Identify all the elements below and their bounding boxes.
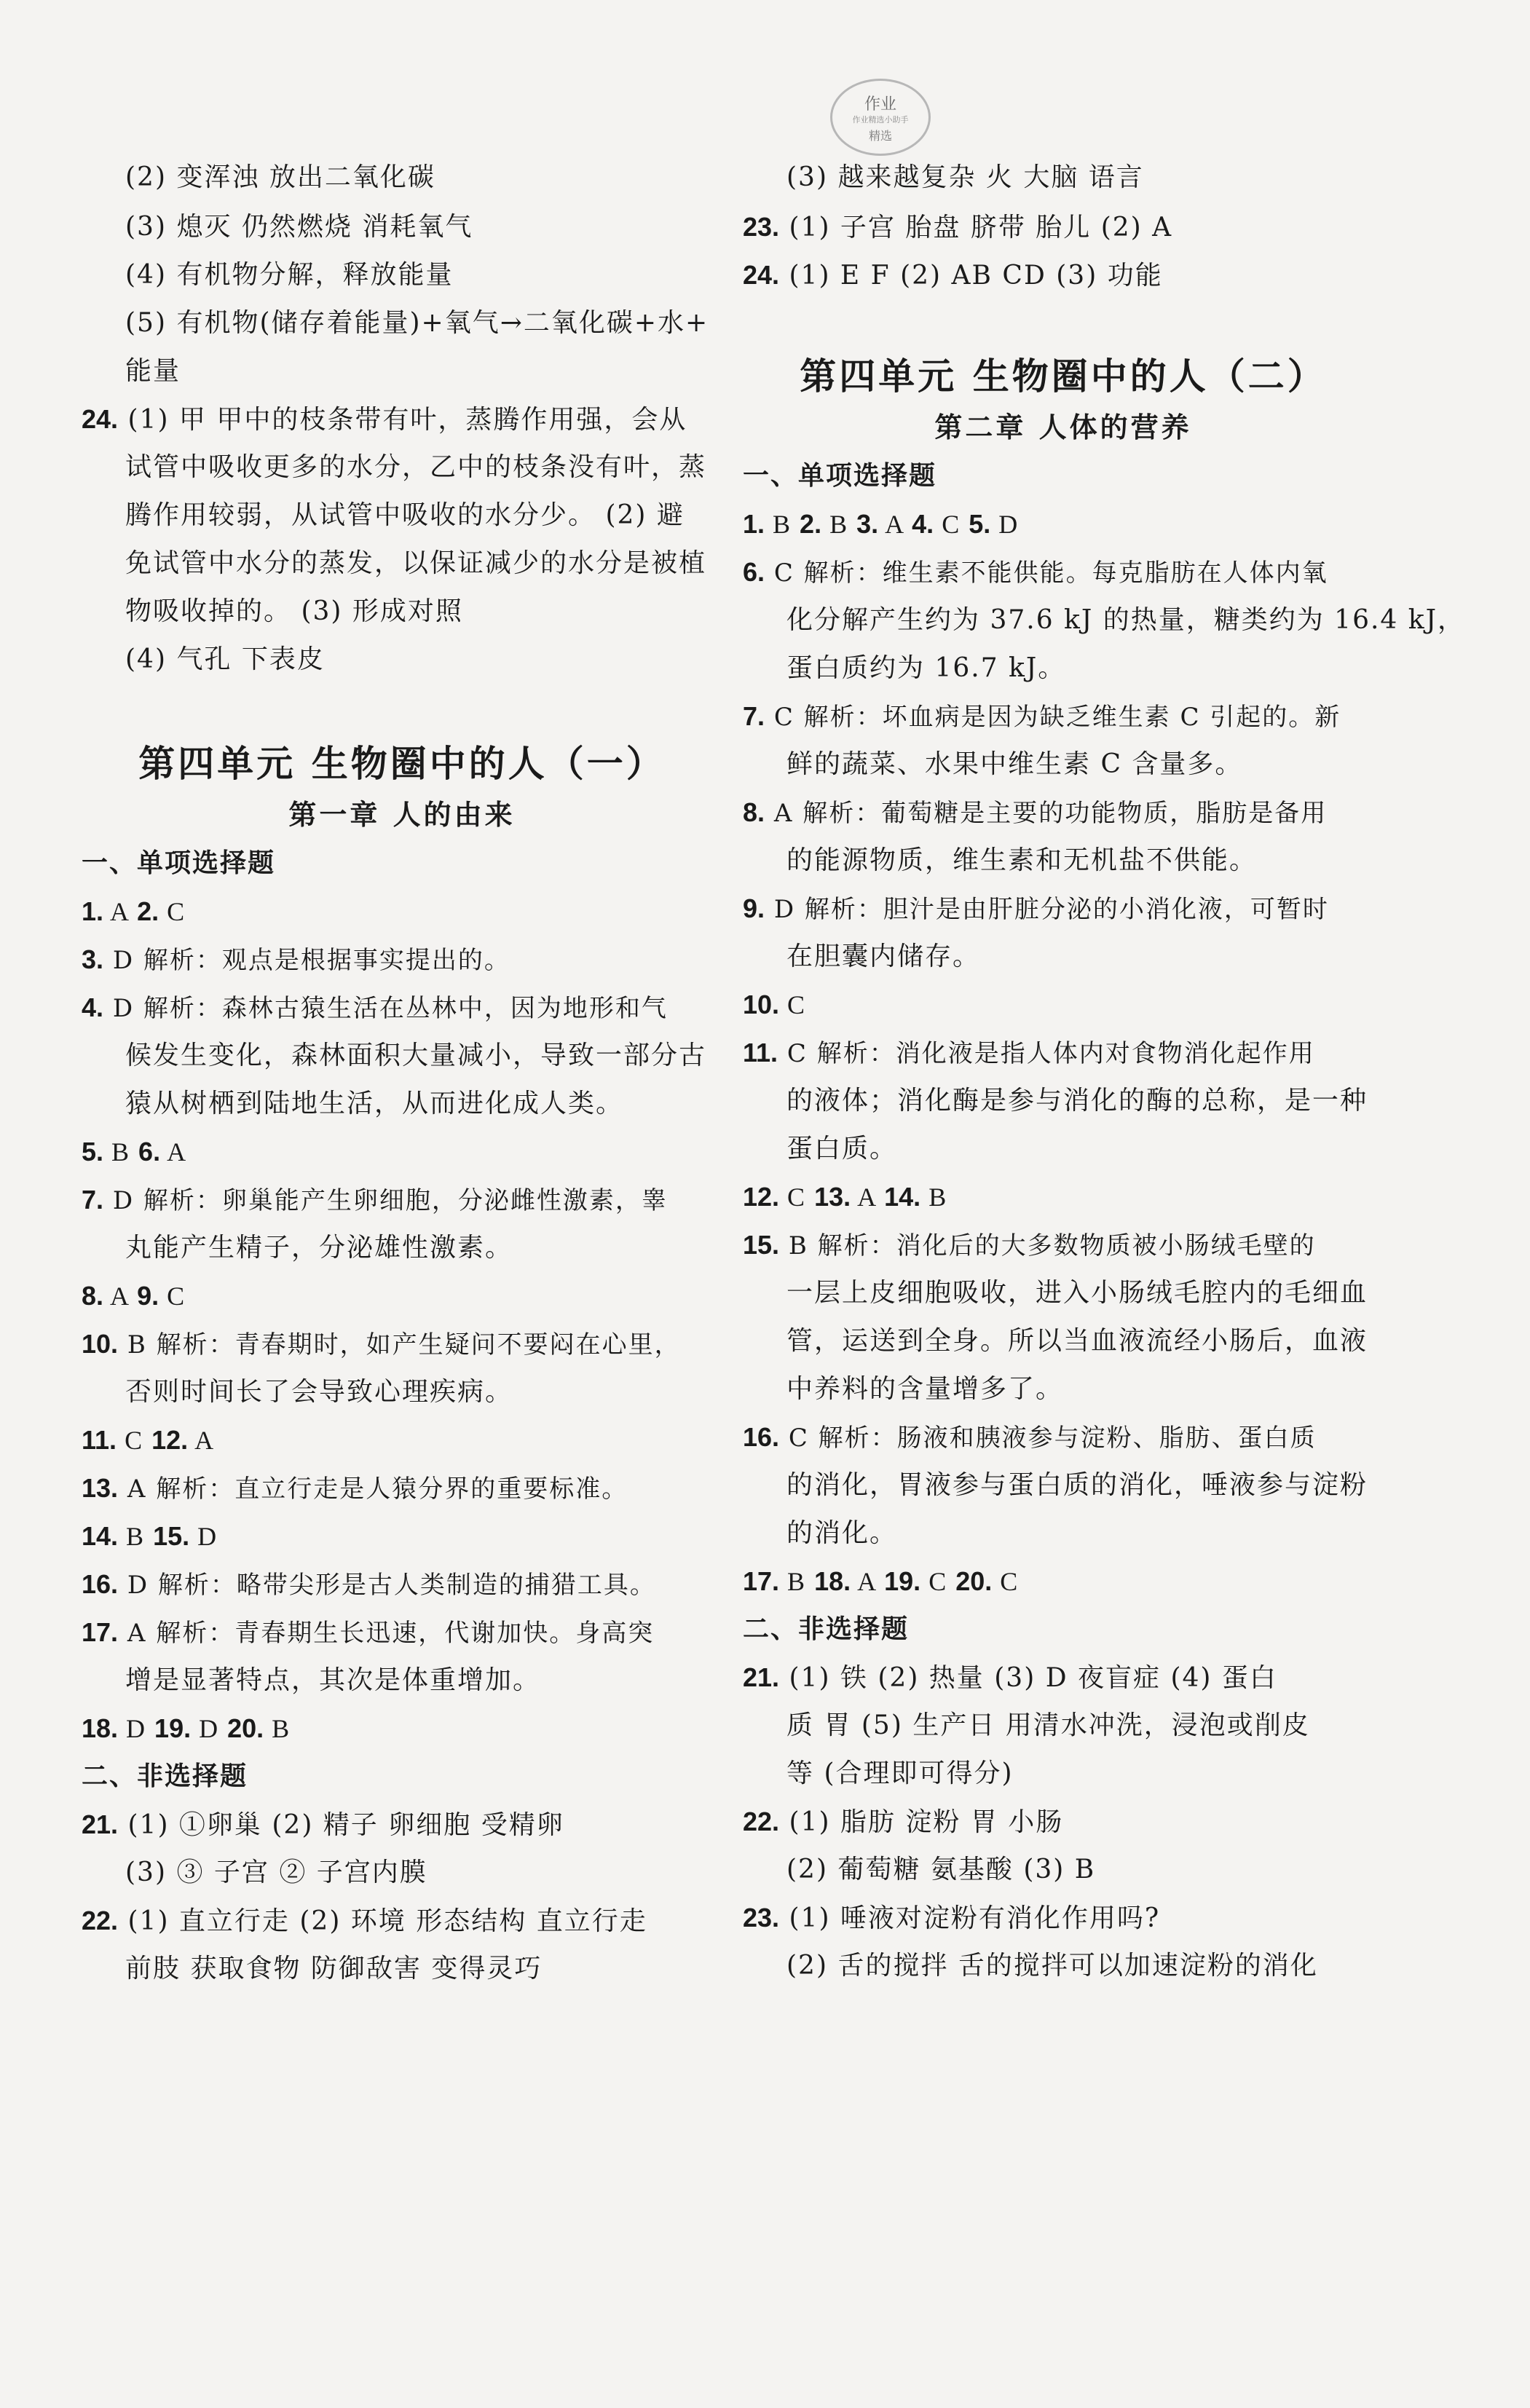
answer-text: (1) 唾液对淀粉有消化作用吗?: [779, 1903, 1161, 1933]
answer-item: [82, 1183, 668, 1218]
answer-text: C 解析：维生素不能供能。每克脂肪在人体内氧: [765, 558, 1328, 588]
answer-line: 猿从树栖到陆地生活，从而进化成人类。: [125, 1089, 624, 1118]
answer-line: 管，运送到全身。所以当血液流经小肠后，血液: [786, 1326, 1368, 1356]
question-number: 8.: [743, 797, 765, 827]
answer-text: D 解析：卵巢能产生卵细胞，分泌雌性激素，睾: [103, 1186, 668, 1215]
question-number: 5.: [82, 1137, 104, 1167]
answer-text: C 解析：肠液和胰液参与淀粉、脂肪、蛋白质: [779, 1424, 1317, 1453]
answer-item: [743, 1420, 1317, 1456]
answer-value: B: [920, 1183, 948, 1212]
answer-text: B 解析：青春期时，如产生疑问不要闷在心里，: [118, 1330, 681, 1359]
question-number: 1.: [743, 509, 765, 539]
question-number: 5.: [969, 509, 991, 539]
question-number: 13.: [814, 1182, 851, 1212]
question-number: 21.: [82, 1809, 119, 1839]
answer-item: [82, 942, 510, 978]
answer-item: [743, 1035, 1315, 1071]
answer-line: (3) 熄灭 仍然燃烧 消耗氧气: [125, 212, 473, 242]
question-number: 20.: [955, 1566, 993, 1596]
answer-item: [82, 402, 687, 438]
answer-text: (1) 甲 甲中的枝条带有叶，蒸腾作用强，会从: [118, 405, 687, 435]
answer-line: 质 胃 (5) 生产日 用清水冲洗，浸泡或削皮: [786, 1710, 1310, 1740]
answer-line: 试管中吸收更多的水分，乙中的枝条没有叶，蒸: [125, 452, 707, 482]
answer-line: (2) 葡萄糖 氨基酸 (3) B: [786, 1855, 1096, 1884]
answer-item: [743, 795, 1327, 831]
answer-text: (1) 子宫 胎盘 脐带 胎儿 (2) A: [779, 213, 1173, 242]
answer-text: D 解析：森林古猿生活在丛林中，因为地形和气: [103, 994, 668, 1023]
question-number: 9.: [743, 893, 765, 923]
answer-line: 的能源物质，维生素和无机盐不供能。: [786, 845, 1258, 875]
answer-text: (1) 脂肪 淀粉 胃 小肠: [779, 1807, 1064, 1837]
answer-line: 在胆囊内储存。: [786, 942, 981, 971]
question-number: 17.: [82, 1617, 119, 1647]
question-number: 24.: [743, 260, 780, 290]
answer-item: [82, 1134, 187, 1170]
answer-item: [82, 990, 668, 1026]
answer-text: D 解析：胆汁是由肝脏分泌的小消化液，可暂时: [765, 895, 1329, 924]
question-number: 3.: [82, 944, 104, 974]
answer-item: [82, 1711, 291, 1747]
answer-line: 候发生变化，森林面积大量减小，导致一部分古: [125, 1041, 707, 1070]
answer-line: 的消化。: [786, 1518, 898, 1548]
question-number: 8.: [82, 1281, 104, 1311]
answer-text: B 解析：消化后的大多数物质被小肠绒毛壁的: [779, 1231, 1316, 1260]
answer-item: [82, 894, 186, 930]
chapter-title: 第二章 人体的营养: [934, 411, 1192, 443]
question-number: 13.: [82, 1473, 119, 1503]
answer-line: (3) ③ 子宫 ② 子宫内膜: [125, 1858, 427, 1887]
answer-value: A: [160, 1137, 188, 1167]
answer-item: [743, 1900, 1160, 1936]
answer-item: [743, 1564, 1019, 1600]
answer-line: 能量: [125, 356, 181, 386]
answer-line: 的消化，胃液参与蛋白质的消化，唾液参与淀粉: [786, 1470, 1368, 1500]
answer-item: [743, 1660, 1277, 1696]
question-number: 14.: [884, 1182, 921, 1212]
question-number: 7.: [743, 701, 765, 731]
answer-value: B: [779, 1567, 815, 1596]
section-title: 二、非选择题: [743, 1614, 910, 1644]
answer-value: A: [878, 510, 912, 539]
question-number: 12.: [151, 1425, 189, 1455]
answer-item: [743, 1804, 1063, 1840]
question-number: 18.: [82, 1713, 119, 1743]
answer-value: D: [189, 1522, 218, 1551]
answer-item: [82, 1903, 647, 1939]
answer-value: C: [117, 1426, 152, 1455]
answer-line: 鲜的蔬菜、水果中维生素 C 含量多。: [786, 749, 1243, 779]
answer-text: (1) ①卵巢 (2) 精子 卵细胞 受精卵: [118, 1810, 564, 1840]
question-number: 10.: [82, 1329, 119, 1359]
answer-text: A 解析：青春期生长迅速，代谢加快。身高突: [118, 1619, 655, 1648]
question-number: 9.: [137, 1281, 159, 1311]
answer-value: C: [920, 1567, 956, 1596]
answer-item: [82, 1471, 628, 1507]
answer-value: A: [103, 897, 138, 926]
unit-title: 第四单元 生物圈中的人（二）: [800, 355, 1327, 398]
answer-value: B: [821, 510, 857, 539]
answer-item: [743, 555, 1328, 591]
answer-item: [82, 1615, 654, 1651]
question-number: 2.: [137, 896, 159, 926]
answer-text: C 解析：消化液是指人体内对食物消化起作用: [778, 1039, 1315, 1068]
answer-line: (3) 越来越复杂 火 大脑 语言: [786, 162, 1144, 192]
answer-text: A 解析：葡萄糖是主要的功能物质，脂肪是备用: [765, 799, 1328, 828]
answer-value: D: [118, 1714, 155, 1743]
answer-item: [743, 987, 806, 1023]
answer-value: C: [159, 897, 186, 926]
question-number: 15.: [153, 1521, 190, 1551]
question-number: 22.: [743, 1807, 780, 1836]
question-number: 16.: [743, 1422, 780, 1452]
question-number: 11.: [743, 1038, 778, 1067]
answer-line: 化分解产生约为 37.6 kJ 的热量，糖类约为 16.4 kJ，: [786, 605, 1466, 635]
stamp-text-1: 作业: [864, 95, 896, 114]
answer-value: C: [779, 990, 807, 1019]
question-number: 2.: [800, 509, 822, 539]
question-number: 18.: [814, 1566, 851, 1596]
answer-value: B: [765, 510, 800, 539]
question-number: 21.: [743, 1662, 780, 1692]
answer-value: B: [118, 1522, 154, 1551]
answer-line: 物吸收掉的。 (3) 形成对照: [125, 596, 463, 626]
question-number: 12.: [743, 1182, 780, 1212]
question-number: 17.: [743, 1566, 780, 1596]
stamp-text-2: 作业精选小助手: [852, 115, 909, 125]
answer-line: 前肢 获取食物 防御敌害 变得灵巧: [125, 1954, 543, 1983]
answer-item: [743, 1180, 947, 1215]
answer-value: D: [191, 1714, 228, 1743]
question-number: 22.: [82, 1906, 119, 1935]
question-number: 6.: [743, 557, 765, 587]
answer-line: 蛋白质约为 16.7 kJ。: [786, 653, 1066, 683]
question-number: 6.: [138, 1137, 161, 1167]
answer-value: B: [103, 1137, 139, 1167]
answer-line: (4) 有机物分解，释放能量: [125, 260, 454, 290]
answer-item: [82, 1567, 656, 1603]
answer-value: C: [992, 1567, 1020, 1596]
answer-item: [743, 891, 1329, 927]
answer-item: [82, 1327, 681, 1362]
answer-value: C: [934, 510, 969, 539]
answer-text: (1) 直立行走 (2) 环境 形态结构 直立行走: [118, 1906, 647, 1936]
answer-line: 的液体；消化酶是参与消化的酶的总称，是一种: [786, 1086, 1368, 1116]
answer-line: (2) 变浑浊 放出二氧化碳: [125, 162, 435, 192]
homework-stamp: [830, 79, 929, 154]
answer-line: (2) 舌的搅拌 舌的搅拌可以加速淀粉的消化: [786, 1951, 1318, 1981]
question-number: 19.: [884, 1566, 921, 1596]
answer-item: [743, 258, 1163, 293]
answer-text: D 解析：观点是根据事实提出的。: [103, 946, 510, 975]
answer-value: B: [264, 1714, 291, 1743]
question-number: 16.: [82, 1569, 119, 1599]
answer-item: [743, 699, 1341, 735]
answer-text: (1) E F (2) AB CD (3) 功能: [779, 261, 1163, 291]
question-number: 24.: [82, 404, 119, 434]
answer-line: 免试管中水分的蒸发，以保证减少的水分是被植: [125, 548, 707, 578]
stamp-text-3: 精选: [868, 129, 892, 143]
question-number: 20.: [227, 1713, 264, 1743]
answer-value: A: [851, 1183, 885, 1212]
answer-item: [82, 1807, 564, 1843]
answer-text: A 解析：直立行走是人猿分界的重要标准。: [118, 1475, 628, 1504]
answer-value: A: [188, 1426, 216, 1455]
answer-item: [82, 1423, 215, 1458]
answer-line: 中养料的含量增多了。: [786, 1374, 1064, 1404]
question-number: 1.: [82, 896, 104, 926]
answer-item: [82, 1279, 186, 1314]
answer-line: 等 (合理即可得分): [786, 1758, 1014, 1788]
answer-item: [82, 1519, 218, 1555]
question-number: 14.: [82, 1521, 119, 1551]
answer-value: D: [990, 510, 1020, 539]
section-title: 一、单项选择题: [743, 461, 937, 491]
answer-line: 蛋白质。: [786, 1134, 898, 1164]
answer-text: (1) 铁 (2) 热量 (3) D 夜盲症 (4) 蛋白: [779, 1663, 1277, 1693]
answer-value: C: [159, 1282, 186, 1311]
answer-value: C: [779, 1183, 815, 1212]
section-title: 二、非选择题: [82, 1761, 248, 1791]
answer-line: 腾作用较弱，从试管中吸收的水分少。 (2) 避: [125, 500, 685, 530]
question-number: 11.: [82, 1425, 117, 1455]
question-number: 7.: [82, 1185, 104, 1215]
answer-line: 否则时间长了会导致心理疾病。: [125, 1377, 513, 1407]
answer-text: D 解析：略带尖形是古人类制造的捕猎工具。: [118, 1571, 656, 1600]
answer-text: C 解析：坏血病是因为缺乏维生素 C 引起的。新: [765, 703, 1341, 732]
answer-line: (5) 有机物(储存着能量)+氧气→二氧化碳+水+: [125, 308, 709, 338]
question-number: 4.: [82, 992, 104, 1022]
question-number: 4.: [912, 509, 934, 539]
question-number: 23.: [743, 212, 780, 242]
answer-line: (4) 气孔 下表皮: [125, 644, 325, 674]
answer-value: A: [103, 1282, 138, 1311]
answer-item: [743, 507, 1019, 542]
answer-line: 一层上皮细胞吸收，进入小肠绒毛腔内的毛细血: [786, 1278, 1368, 1308]
answer-line: 增是显著特点，其次是体重增加。: [125, 1665, 541, 1695]
chapter-title: 第一章 人的由来: [288, 799, 516, 831]
question-number: 23.: [743, 1903, 780, 1933]
question-number: 10.: [743, 990, 780, 1019]
unit-title: 第四单元 生物圈中的人（一）: [138, 743, 666, 785]
question-number: 19.: [154, 1713, 192, 1743]
answer-item: [743, 210, 1172, 245]
answer-value: A: [851, 1567, 885, 1596]
question-number: 15.: [743, 1230, 780, 1260]
answer-item: [743, 1228, 1316, 1263]
section-title: 一、单项选择题: [82, 848, 276, 878]
answer-line: 丸能产生精子，分泌雄性激素。: [125, 1233, 513, 1263]
question-number: 3.: [856, 509, 879, 539]
